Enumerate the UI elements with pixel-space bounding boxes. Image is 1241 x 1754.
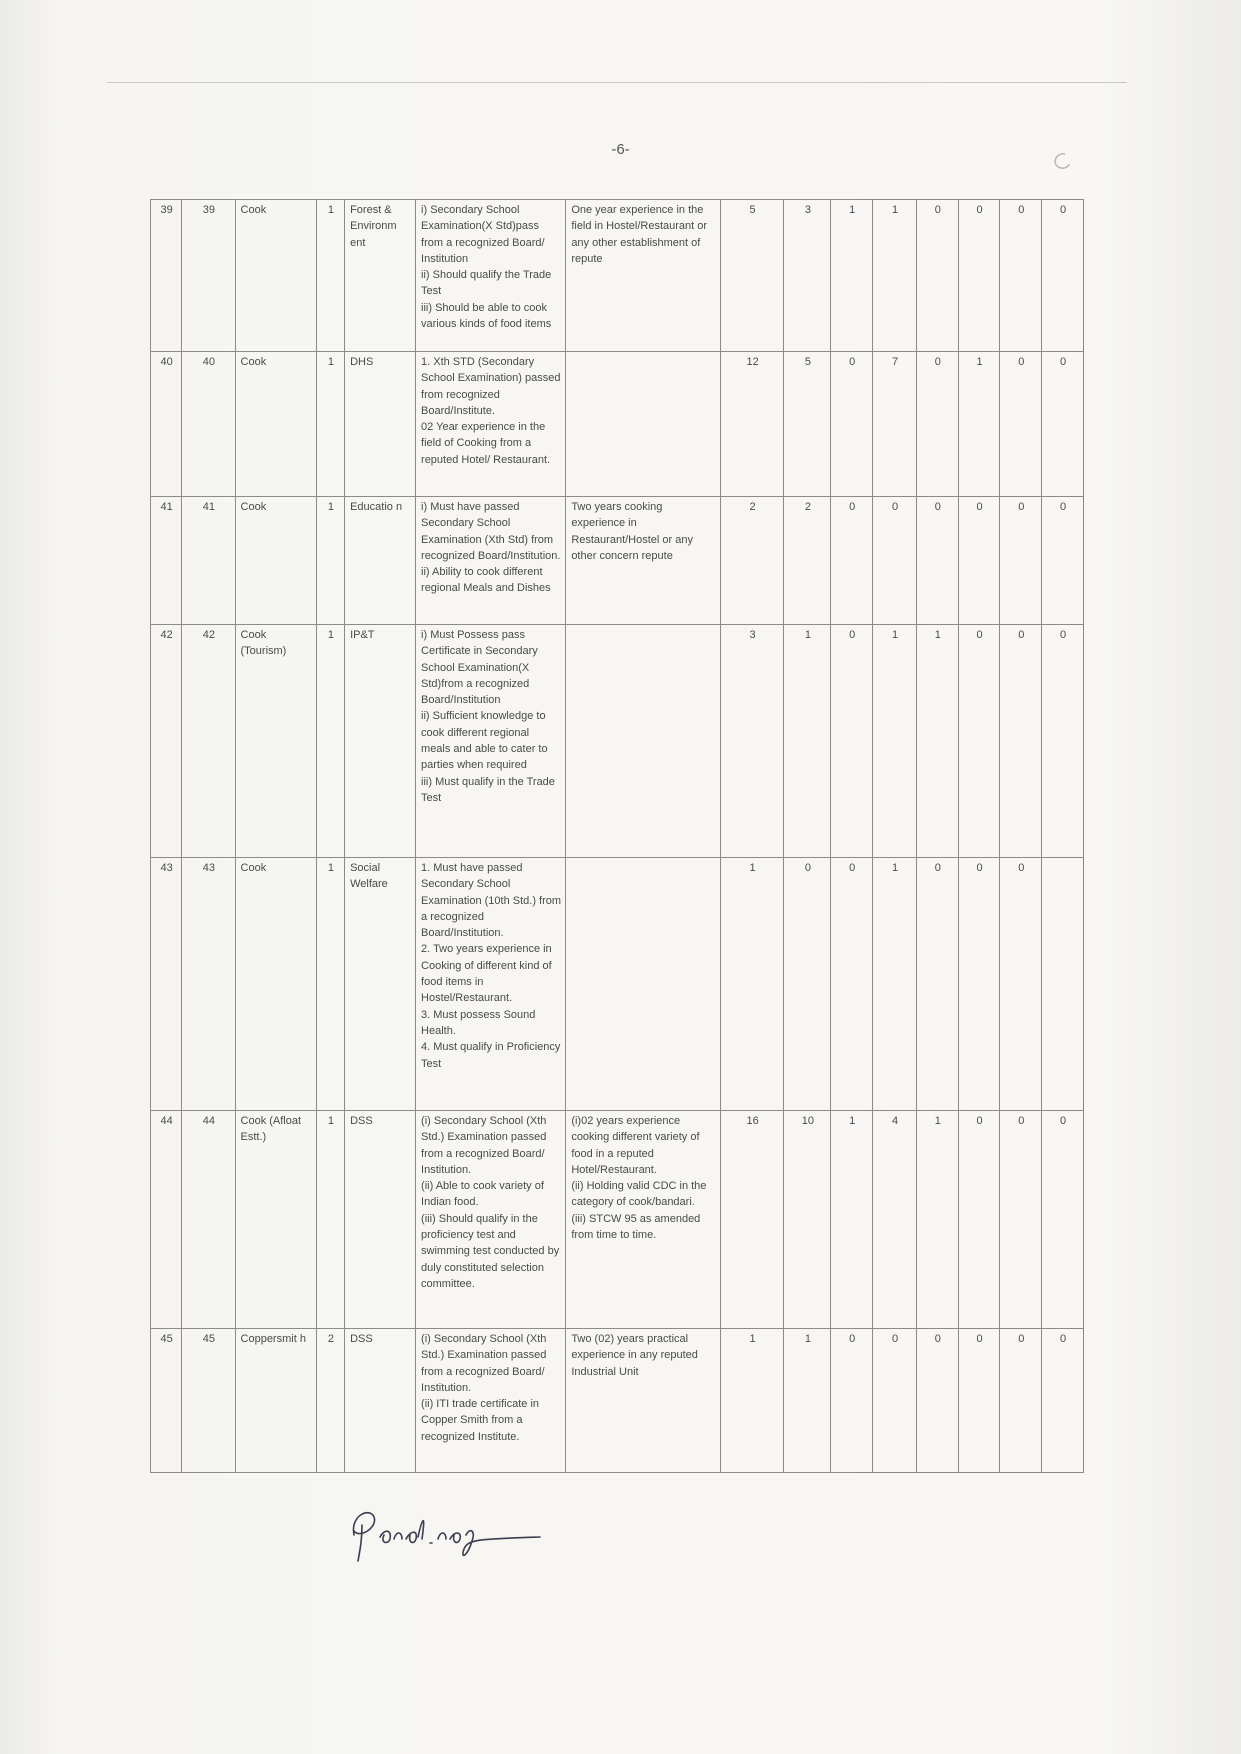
count-cell: 0: [831, 352, 873, 497]
count-cell: 1: [916, 625, 958, 858]
qualification-cell: i) Secondary School Examination(X Std)pass from a recognized Board/ Institution ii) Should qualify the Trade Test iii) Should be able to cook various kinds of food items: [416, 200, 566, 352]
count-cell: 0: [1042, 497, 1084, 625]
count-cell: 0: [1042, 352, 1084, 497]
count-cell: 1: [873, 200, 917, 352]
table-row: [151, 858, 1084, 1111]
post-name-cell: Cook: [235, 858, 316, 1111]
post-no-cell: 40: [182, 352, 235, 497]
count-cell: 1: [784, 1329, 831, 1473]
count-cell: 0: [1000, 200, 1042, 352]
count-cell: 0: [1042, 200, 1084, 352]
table-row: [151, 497, 1084, 625]
vacancies-cell: 1: [316, 625, 344, 858]
count-cell: 0: [1042, 1111, 1084, 1329]
department-cell: DSS: [345, 1111, 416, 1329]
count-cell: 0: [958, 497, 1000, 625]
vacancies-cell: 2: [316, 1329, 344, 1473]
sl-no-cell: 44: [151, 1111, 182, 1329]
sl-no-cell: 41: [151, 497, 182, 625]
qualification-cell: 1. Xth STD (Secondary School Examination) passed from recognized Board/Institute. 02 Year experience in the field of Cooking from a reputed Hotel/ Restaurant.: [416, 352, 566, 497]
signature: [340, 1495, 590, 1565]
count-cell: 0: [873, 497, 917, 625]
table-row: [151, 1111, 1084, 1329]
count-cell: 0: [831, 497, 873, 625]
count-cell: 2: [784, 497, 831, 625]
vacancies-cell: 1: [316, 200, 344, 352]
count-cell: 0: [916, 200, 958, 352]
qualification-cell: (i) Secondary School (Xth Std.) Examination passed from a recognized Board/ Institution. (ii) Able to cook variety of Indian food. (iii) Should qualify in the proficiency test and swimming test conducted by duly constituted selection committee.: [416, 1111, 566, 1329]
table-row: [151, 200, 1084, 352]
count-cell: 2: [720, 497, 784, 625]
qualification-cell: i) Must have passed Secondary School Examination (Xth Std) from recognized Board/Institution. ii) Ability to cook different regional Meals and Dishes: [416, 497, 566, 625]
count-cell: 0: [1000, 1329, 1042, 1473]
count-cell: 3: [720, 625, 784, 858]
count-cell: 16: [720, 1111, 784, 1329]
count-cell: 0: [958, 1329, 1000, 1473]
count-cell: [1042, 858, 1084, 1111]
count-cell: 0: [831, 1329, 873, 1473]
count-cell: 0: [916, 497, 958, 625]
count-cell: 1: [831, 1111, 873, 1329]
count-cell: 4: [873, 1111, 917, 1329]
table-row: [151, 1329, 1084, 1473]
count-cell: 1: [720, 1329, 784, 1473]
experience-cell: [566, 858, 720, 1111]
posts-table-body: [151, 200, 1084, 1473]
department-cell: Forest & Environm ent: [345, 200, 416, 352]
post-name-cell: Cook: [235, 352, 316, 497]
count-cell: 1: [720, 858, 784, 1111]
count-cell: 3: [784, 200, 831, 352]
sl-no-cell: 42: [151, 625, 182, 858]
count-cell: 0: [1000, 625, 1042, 858]
count-cell: 1: [916, 1111, 958, 1329]
table-row: [151, 352, 1084, 497]
count-cell: 0: [1042, 1329, 1084, 1473]
count-cell: 1: [873, 625, 917, 858]
post-name-cell: Cook (Tourism): [235, 625, 316, 858]
post-no-cell: 45: [182, 1329, 235, 1473]
vacancies-cell: 1: [316, 1111, 344, 1329]
count-cell: 0: [873, 1329, 917, 1473]
count-cell: 0: [916, 352, 958, 497]
top-rule: [107, 82, 1127, 83]
count-cell: 0: [916, 858, 958, 1111]
department-cell: Social Welfare: [345, 858, 416, 1111]
count-cell: 0: [831, 625, 873, 858]
count-cell: 1: [873, 858, 917, 1111]
experience-cell: Two years cooking experience in Restaurant/Hostel or any other concern repute: [566, 497, 720, 625]
count-cell: 0: [958, 858, 1000, 1111]
experience-cell: (i)02 years experience cooking different variety of food in a reputed Hotel/Restaurant. (ii) Holding valid CDC in the category of cook/bandari. (iii) STCW 95 as amended from time to time.: [566, 1111, 720, 1329]
department-cell: Educatio n: [345, 497, 416, 625]
count-cell: 12: [720, 352, 784, 497]
vacancies-cell: 1: [316, 352, 344, 497]
posts-table: [150, 199, 1084, 1473]
count-cell: 0: [1000, 497, 1042, 625]
vacancies-cell: 1: [316, 497, 344, 625]
count-cell: 0: [958, 200, 1000, 352]
count-cell: 5: [784, 352, 831, 497]
post-name-cell: Cook (Afloat Estt.): [235, 1111, 316, 1329]
experience-cell: Two (02) years practical experience in any reputed Industrial Unit: [566, 1329, 720, 1473]
post-name-cell: Cook: [235, 200, 316, 352]
qualification-cell: i) Must Possess pass Certificate in Secondary School Examination(X Std)from a recognized Board/Institution ii) Sufficient knowledge to cook different regional meals and able to cater to parties when required iii) Must qualify in the Trade Test: [416, 625, 566, 858]
post-no-cell: 42: [182, 625, 235, 858]
count-cell: 0: [1042, 625, 1084, 858]
post-no-cell: 44: [182, 1111, 235, 1329]
count-cell: 0: [1000, 352, 1042, 497]
experience-cell: One year experience in the field in Hostel/Restaurant or any other establishment of repute: [566, 200, 720, 352]
sl-no-cell: 45: [151, 1329, 182, 1473]
paper-mark-icon: [1045, 148, 1075, 178]
department-cell: IP&T: [345, 625, 416, 858]
sl-no-cell: 43: [151, 858, 182, 1111]
post-name-cell: Cook: [235, 497, 316, 625]
qualification-cell: (i) Secondary School (Xth Std.) Examination passed from a recognized Board/ Institution. (ii) ITI trade certificate in Copper Smith from a recognized Institute.: [416, 1329, 566, 1473]
sl-no-cell: 39: [151, 200, 182, 352]
department-cell: DHS: [345, 352, 416, 497]
count-cell: 0: [831, 858, 873, 1111]
count-cell: 1: [831, 200, 873, 352]
count-cell: 0: [1000, 1111, 1042, 1329]
count-cell: 5: [720, 200, 784, 352]
count-cell: 1: [784, 625, 831, 858]
count-cell: 0: [916, 1329, 958, 1473]
experience-cell: [566, 352, 720, 497]
count-cell: 1: [958, 352, 1000, 497]
count-cell: 0: [784, 858, 831, 1111]
department-cell: DSS: [345, 1329, 416, 1473]
vacancies-cell: 1: [316, 858, 344, 1111]
post-no-cell: 39: [182, 200, 235, 352]
count-cell: 10: [784, 1111, 831, 1329]
post-no-cell: 43: [182, 858, 235, 1111]
page-number: -6-: [611, 141, 630, 158]
qualification-cell: 1. Must have passed Secondary School Examination (10th Std.) from a recognized Board/Institution. 2. Two years experience in Cooking of different kind of food items in Hostel/Restaurant. 3. Must possess Sound Health. 4. Must qualify in Proficiency Test: [416, 858, 566, 1111]
experience-cell: [566, 625, 720, 858]
sl-no-cell: 40: [151, 352, 182, 497]
count-cell: 0: [958, 625, 1000, 858]
count-cell: 0: [958, 1111, 1000, 1329]
table-row: [151, 625, 1084, 858]
count-cell: 0: [1000, 858, 1042, 1111]
post-no-cell: 41: [182, 497, 235, 625]
count-cell: 7: [873, 352, 917, 497]
post-name-cell: Coppersmit h: [235, 1329, 316, 1473]
